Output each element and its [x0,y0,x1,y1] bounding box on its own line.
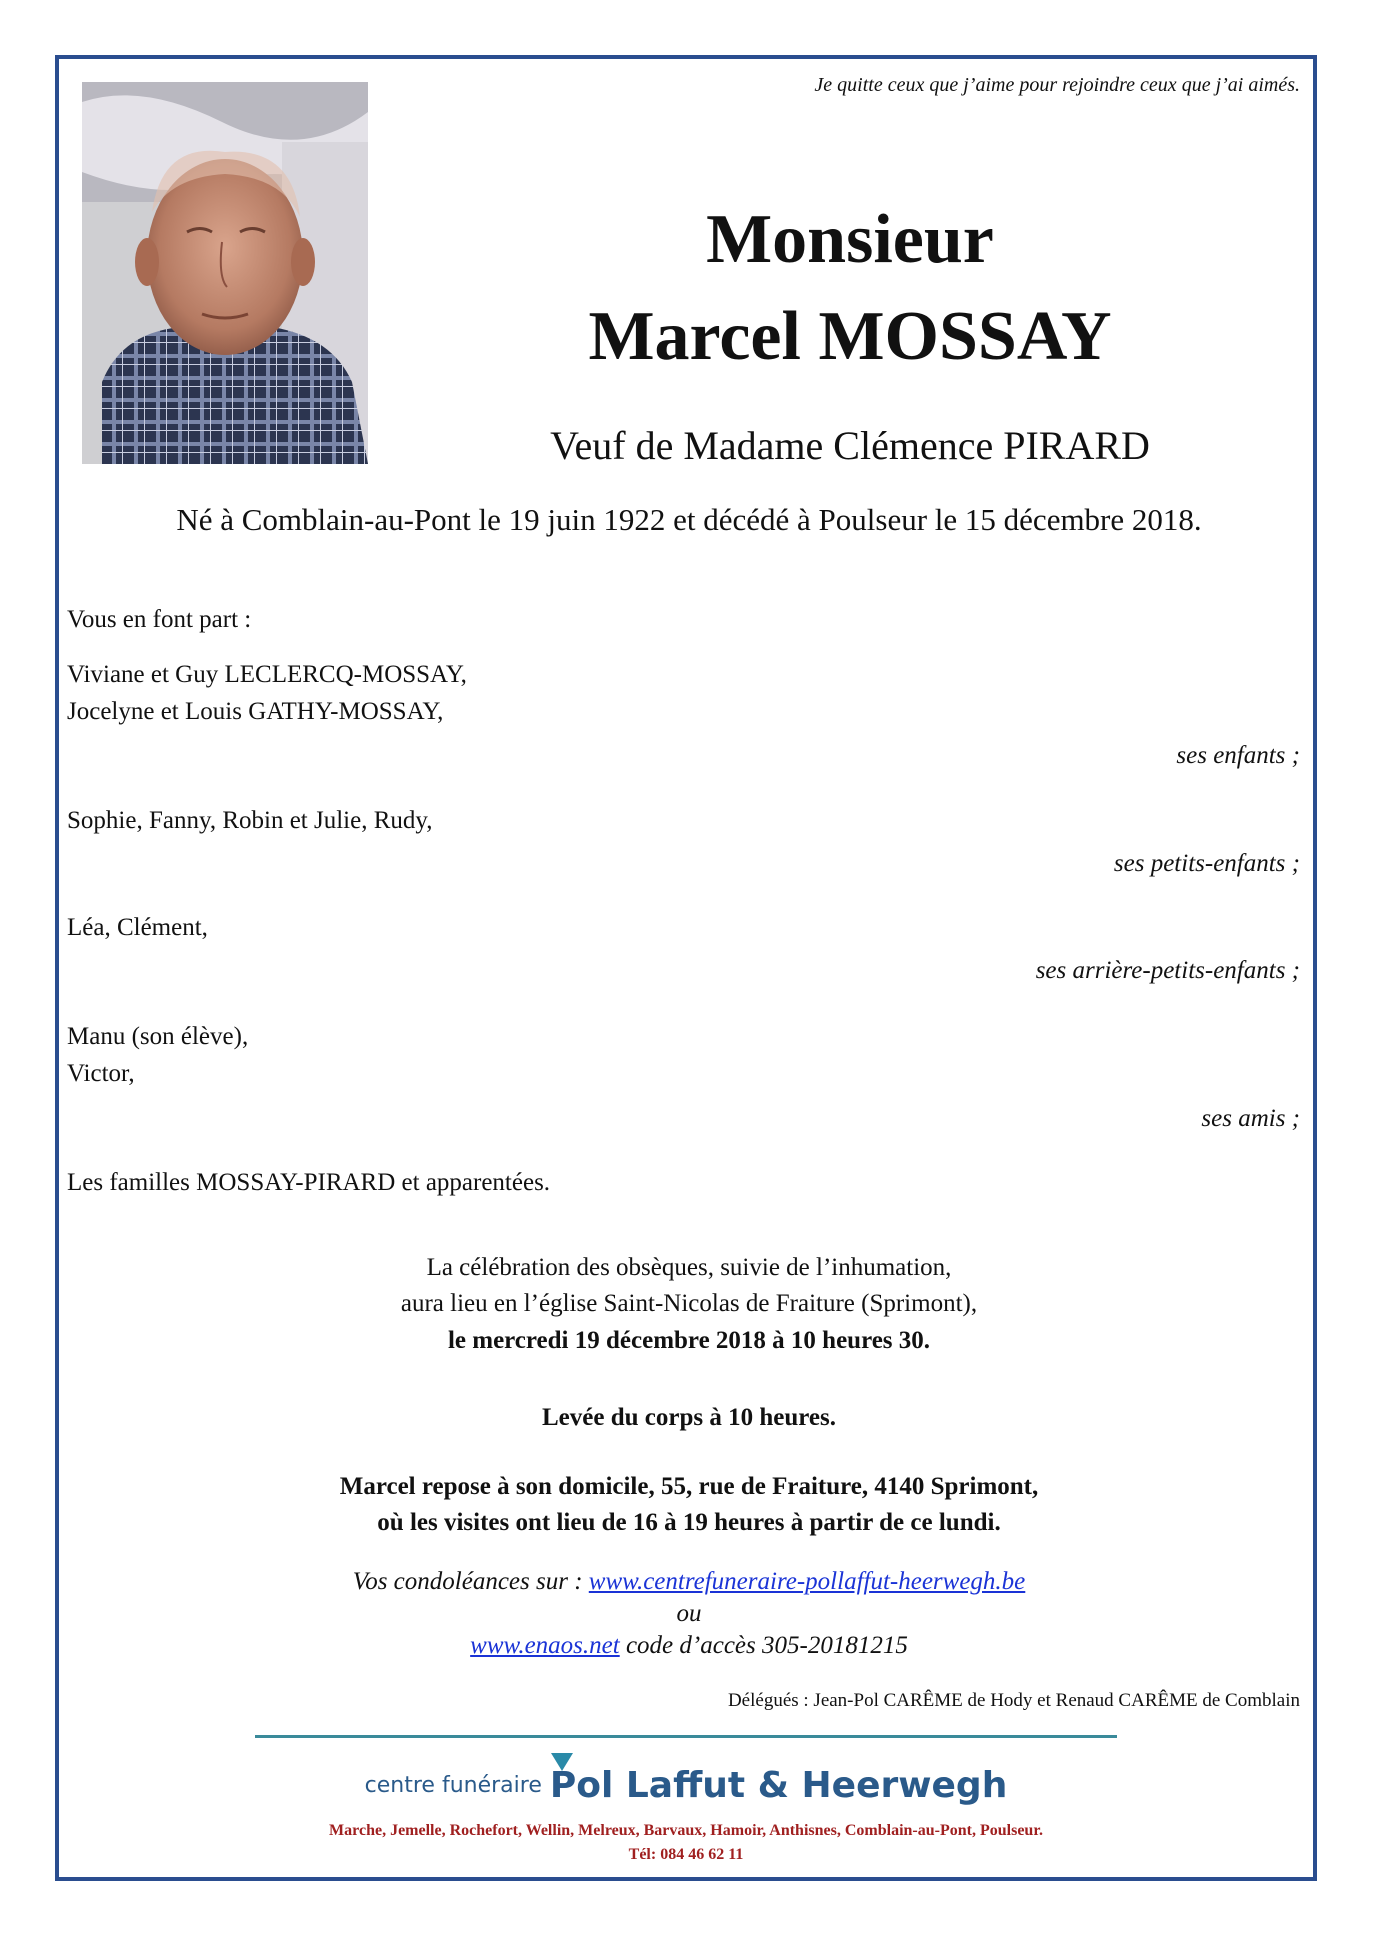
ceremony-date: le mercredi 19 décembre 2018 à 10 heures 30. [447,1327,931,1354]
ceremony-line-2: aura lieu en l’église Saint-Nicolas de Fraiture (Sprimont), [400,1290,978,1317]
great-grandchildren-relation: ses arrière-petits-enfants ; [1035,957,1300,984]
logo-name: Pol Laffut & Heerwegh [549,1765,1008,1806]
condolences-link-2[interactable]: www.enaos.net [470,1632,620,1659]
logo-small-text: centre funéraire [364,1773,542,1798]
delegates-line: Délégués : Jean-Pol CARÊME de Hody et Renaud CARÊME de Comblain [727,1690,1300,1711]
children-line-1: Viviane et Guy LECLERCQ-MOSSAY, [67,661,467,688]
condolences-link-1[interactable]: www.centrefuneraire-pollaffut-heerwegh.be [588,1568,1026,1595]
footer-phone: Tél: 084 46 62 11 [628,1846,744,1863]
rest-line-1: Marcel repose à son domicile, 55, rue de Fraiture, 4140 Sprimont, [339,1473,1039,1500]
families-line: Les familles MOSSAY-PIRARD et apparentées. [67,1169,551,1196]
footer-locations: Marche, Jemelle, Rochefort, Wellin, Melreux, Barvaux, Hamoir, Anthisnes, Comblain-au-Pont, Poulseur. [329,1822,1043,1839]
access-code: code d’accès 305-20181215 [619,1632,908,1659]
footer-rule [255,1735,1117,1738]
rest-line-2: où les visites ont lieu de 16 à 19 heures à partir de ce lundi. [377,1509,1001,1536]
condolences-prefix: Vos condoléances sur : [352,1568,589,1595]
intro-text: Vous en font part : [67,606,252,633]
funeral-home-logo [255,1765,1117,1806]
portrait-photo [82,82,368,464]
friends-relation: ses amis ; [1201,1105,1300,1132]
ceremony-line-1: La célébration des obsèques, suivie de l’inhumation, [426,1254,952,1281]
grandchildren-relation: ses petits-enfants ; [1113,850,1300,877]
widow-of: Veuf de Madame Clémence PIRARD [550,423,1150,468]
levee-text: Levée du corps à 10 heures. [542,1404,836,1431]
title-honorific: Monsieur [706,201,994,278]
condolences-line [60,1568,1318,1596]
birth-death-dates: Né à Comblain-au-Pont le 19 juin 1922 et décédé à Poulseur le 15 décembre 2018. [176,502,1202,537]
condolences-line-2 [60,1632,1318,1660]
condolences-or: ou [676,1600,702,1627]
friends-line-1: Manu (son élève), [67,1023,249,1050]
deceased-name: Marcel MOSSAY [588,298,1112,375]
grandchildren-line: Sophie, Fanny, Robin et Julie, Rudy, [67,807,433,834]
epigraph-quote: Je quitte ceux que j’aime pour rejoindre ceux que j’ai aimés. [814,74,1300,96]
children-line-2: Jocelyne et Louis GATHY-MOSSAY, [67,698,444,725]
children-relation: ses enfants ; [1176,742,1300,769]
friends-line-2: Victor, [67,1060,135,1087]
great-grandchildren-line: Léa, Clément, [67,914,208,941]
